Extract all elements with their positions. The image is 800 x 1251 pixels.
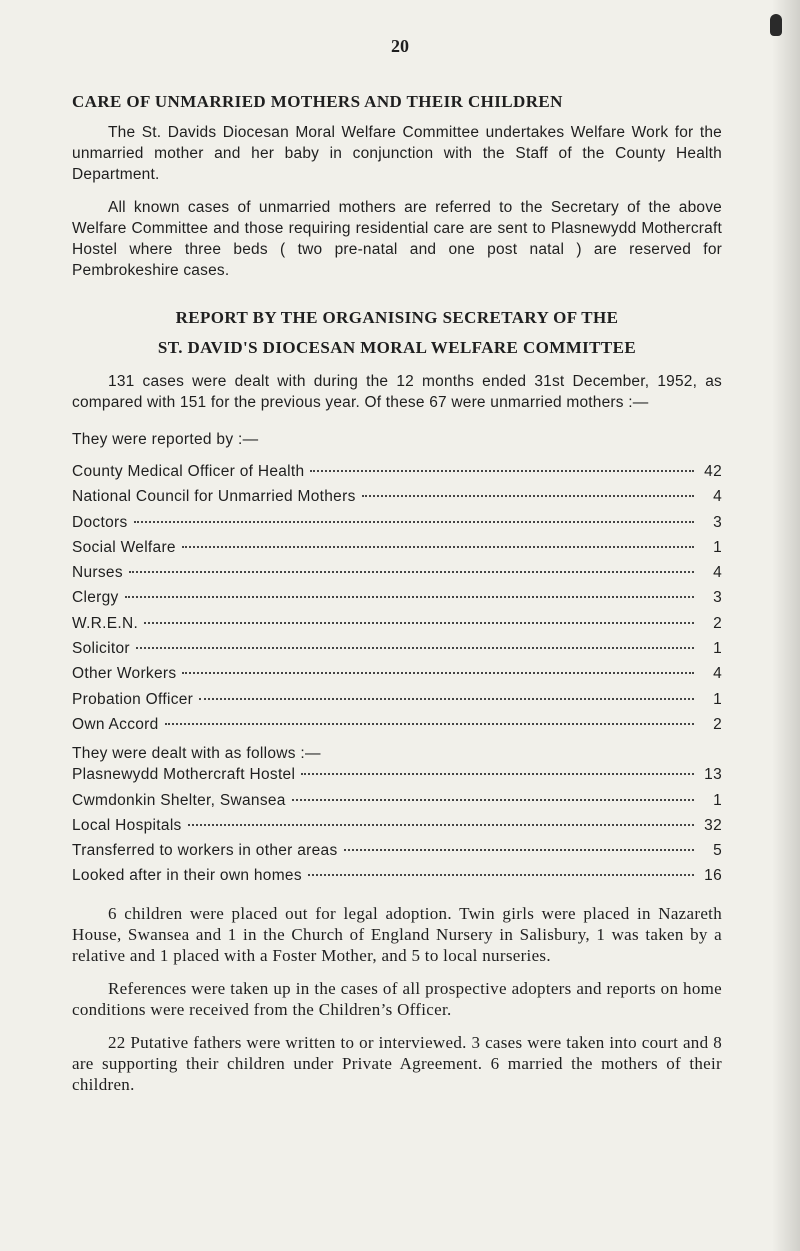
reported-by-list xyxy=(72,463,722,741)
list-item: Looked after in their own homes 16 xyxy=(72,867,722,885)
page-edge-shadow xyxy=(772,0,800,1251)
list-item: County Medical Officer of Health 42 xyxy=(72,463,722,480)
corner-mark xyxy=(770,14,782,36)
closing-section xyxy=(72,903,722,1095)
putative-fathers-paragraph: 22 Putative fathers were written to or interviewed. 3 cases were taken into court and 8 are supporting their children under Private Agreement. 6 married the mothers of their children. xyxy=(72,1032,722,1094)
report-title xyxy=(72,303,722,363)
page-number: 20 xyxy=(391,36,409,56)
dealt-with-intro: They were dealt with as follows :— xyxy=(72,745,321,763)
report-title-line-2: ST. DAVID'S DIOCESAN MORAL WELFARE COMMITTEE xyxy=(157,338,637,357)
list-item: Transferred to workers in other areas 5 xyxy=(72,842,722,860)
list-item: Doctors 3 xyxy=(72,513,722,531)
list-item: Clergy 3 xyxy=(72,589,722,607)
list-item: Social Welfare 1 xyxy=(72,538,722,556)
list-item: Nurses 4 xyxy=(72,564,722,582)
reported-by-intro: They were reported by :— xyxy=(72,431,259,448)
list-item: Local Hospitals 32 xyxy=(72,816,722,834)
list-item: Plasnewydd Mothercraft Hostel 13 xyxy=(72,766,722,784)
report-title-line-1: REPORT BY THE ORGANISING SECRETARY OF THE xyxy=(175,308,619,327)
adoption-paragraph: 6 children were placed out for legal adoption. Twin girls were placed in Nazareth House, Swansea and 1 in the Church of England Nursery in Salisbury, 1 was taken by a relative and 1 placed with a Foster Mother, and 5 to local nurseries. xyxy=(72,903,722,965)
intro-paragraph-1: The St. Davids Diocesan Moral Welfare Committee undertakes Welfare Work for the unmarried mother and her baby in conjunction with the Staff of the County Health Department. xyxy=(72,124,722,183)
references-paragraph: References were taken up in the cases of all prospective adopters and reports on home conditions were received from the Children’s Officer. xyxy=(72,978,722,1019)
list-item: Other Workers 4 xyxy=(72,665,722,683)
section-title: CARE OF UNMARRIED MOTHERS AND THEIR CHILDREN xyxy=(72,92,563,111)
list-item: W.R.E.N. 2 xyxy=(72,614,722,632)
list-item: Solicitor 1 xyxy=(72,640,722,658)
list-item: National Council for Unmarried Mothers 4 xyxy=(72,488,722,506)
dealt-with-list xyxy=(72,766,722,892)
intro-paragraph-2: All known cases of unmarried mothers are referred to the Secretary of the above Welfare Committee and those requiring residential care are sent to Plasnewydd Mothercraft Hostel where three beds ( two pre-natal and one post natal ) are reserved for Pembrokeshire cases. xyxy=(72,199,722,279)
list-item: Probation Officer 1 xyxy=(72,690,722,708)
list-item: Cwmdonkin Shelter, Swansea 1 xyxy=(72,791,722,809)
list-item: Own Accord 2 xyxy=(72,715,722,733)
report-paragraph: 131 cases were dealt with during the 12 months ended 31st December, 1952, as compared with 151 for the previous year. Of these 67 were unmarried mothers :— xyxy=(72,373,722,411)
document-content xyxy=(72,92,722,1107)
